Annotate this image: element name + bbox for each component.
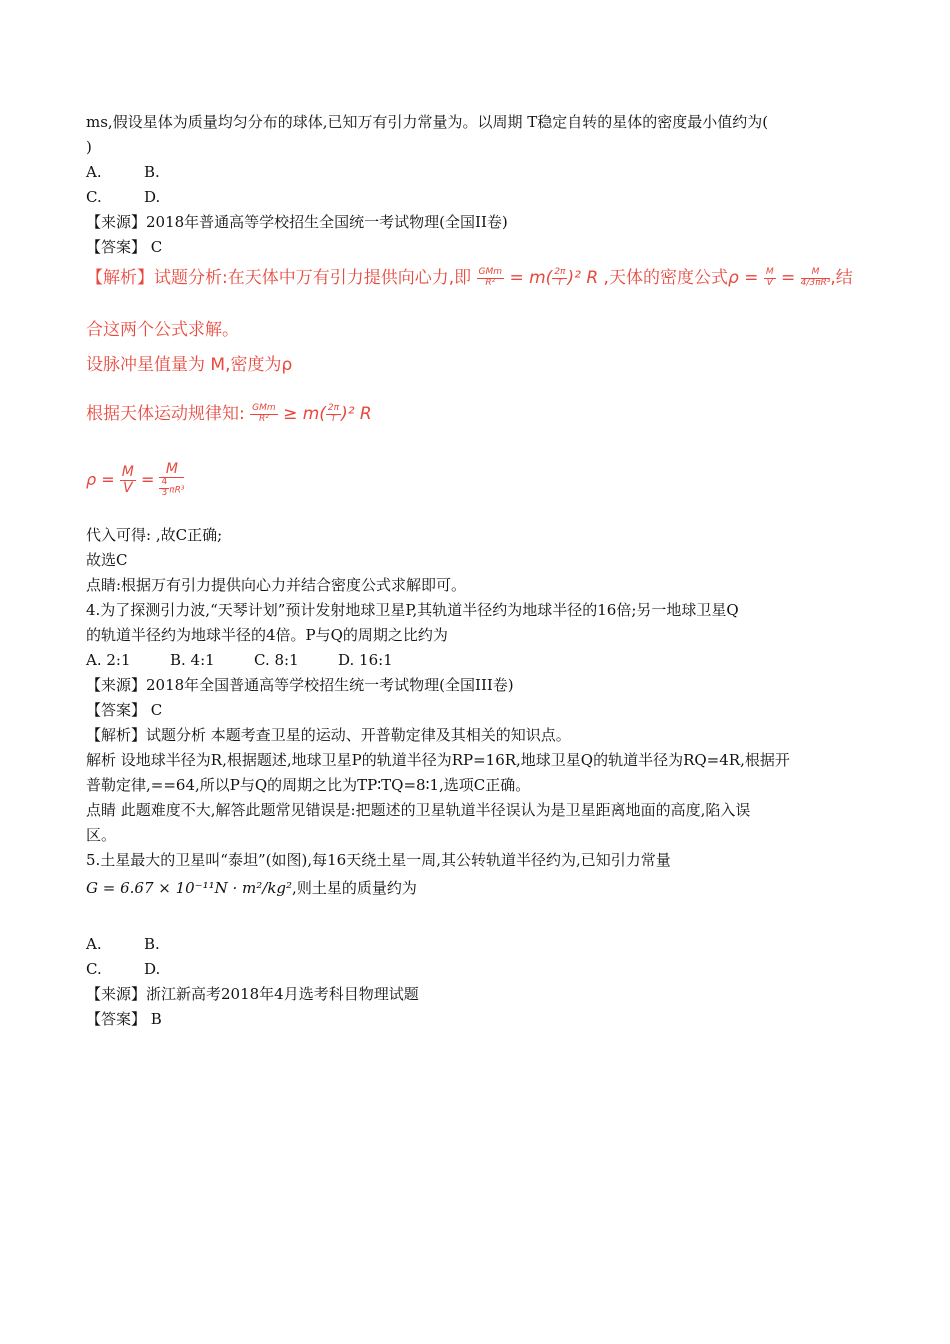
formula-big-rho: ρ = (86, 470, 115, 489)
formula-denominator: V (123, 480, 133, 496)
q4-option-b: B. 4:1 (170, 651, 215, 669)
q3-option-b: B. (144, 163, 160, 181)
q5-option-d: D. (144, 960, 161, 978)
q3-answer: 【答案】 C (86, 238, 163, 256)
formula-gmm-over-r2-law (250, 404, 278, 425)
q4-answer: 【答案】 C (86, 701, 163, 719)
q3-substitute: 代入可得: ,故C正确; (86, 526, 223, 544)
formula-denominator: V (766, 277, 773, 288)
q4-options (86, 650, 393, 670)
q5-stem-line-1: 5.土星最大的卫星叫“泰坦”(如图),每16天绕土星一周,其公转轨道半径约为,已知引力常量 (86, 851, 671, 869)
q4-stem-line-2: 的轨道半径约为地球半径的4倍。P与Q的周期之比约为 (86, 626, 448, 644)
formula-numerator: 4 (161, 477, 168, 488)
red-analysis-text-c: ,结 (830, 268, 853, 288)
formula-denominator: T (557, 277, 563, 288)
q5-option-c: C. (86, 960, 102, 978)
q5-option-a: A. (86, 935, 102, 953)
formula-volume (159, 478, 184, 499)
q4-explain-line-2: 普勒定律,==64,所以P与Q的周期之比为TP∶TQ=8∶1,选项C正确。 (86, 776, 531, 794)
red-analysis-text-b: ,天体的密度公式 (603, 268, 728, 288)
red-law-text: 根据天体运动规律知: (86, 404, 245, 424)
formula-numerator: M (121, 463, 134, 480)
formula-gmm-over-r2 (477, 268, 505, 289)
formula-geq-m: ≥ m( (283, 404, 326, 424)
q4-tip-line-2: 区。 (86, 826, 117, 844)
formula-numerator: M (159, 462, 184, 478)
q5-option-b: B. (144, 935, 160, 953)
q4-source: 【来源】2018年全国普通高等学校招生统一考试物理(全国III卷) (86, 676, 514, 694)
q5-answer: 【答案】 B (86, 1010, 162, 1028)
q4-option-c: C. 8:1 (254, 651, 299, 669)
q3-choose: 故选C (86, 551, 128, 569)
red-set-variables: 设脉冲星值量为 M,密度为ρ (86, 355, 293, 375)
red-analysis-line-2: 合这两个公式求解。 (86, 320, 239, 340)
red-density-formula (86, 458, 184, 502)
formula-sq-r: )² R (567, 268, 599, 288)
formula-rho-eq: ρ = (727, 268, 759, 288)
formula-m-over-v (764, 268, 776, 289)
q5-options-cd (86, 959, 160, 979)
q4-stem-line-1: 4.为了探测引力波,“天琴计划”预计发射地球卫星P,其轨道半径约为地球半径的16倍;另一地球卫星Q (86, 601, 739, 619)
q5-stem-tail: ,则土星的质量约为 (292, 879, 417, 897)
q3-tip: 点睛:根据万有引力提供向心力并结合密度公式求解即可。 (86, 576, 467, 594)
formula-eq: = (780, 268, 796, 288)
formula-numerator: M (765, 266, 774, 277)
formula-denominator: 3 (161, 488, 168, 499)
formula-four-thirds (159, 478, 169, 499)
q4-analysis: 【解析】试题分析 本题考查卫星的运动、开普勒定律及其相关的知识点。 (86, 726, 571, 744)
q3-source: 【来源】2018年普通高等学校招生全国统一考试物理(全国II卷) (86, 213, 508, 231)
q3-options-ab (86, 162, 160, 182)
q3-stem-line-2: ) (86, 138, 92, 156)
formula-denominator: R² (258, 413, 269, 424)
q3-options-cd (86, 187, 160, 207)
red-analysis-text-a: 【解析】试题分析:在天体中万有引力提供向心力,即 (86, 268, 472, 288)
formula-numerator: M (801, 268, 831, 279)
formula-sq-r-law: )² R (341, 404, 372, 424)
q3-option-c: C. (86, 188, 102, 206)
q5-options-ab (86, 934, 160, 954)
formula-denominator: 4/3πR³ (800, 277, 831, 288)
formula-denominator: T (330, 413, 337, 424)
formula-pi-r-cubed: πR³ (169, 485, 185, 496)
q4-option-d: D. 16:1 (338, 651, 393, 669)
q3-option-d: D. (144, 188, 161, 206)
formula-big-m-over-v (120, 465, 136, 497)
formula-2pi-over-t (552, 268, 567, 289)
q3-option-a: A. (86, 163, 102, 181)
formula-denominator: R² (485, 277, 496, 288)
red-law-line (86, 398, 372, 430)
formula-m-over-volume (801, 268, 831, 289)
q4-tip-line-1: 点睛 此题难度不大,解答此题常见错误是:把题述的卫星轨道半径误认为是卫星距离地面的高度,陷入误 (86, 801, 751, 819)
formula-big-m-over-volume (159, 462, 184, 499)
formula-2pi-over-t-law (326, 404, 341, 425)
formula-numerator: 2π (554, 266, 566, 277)
formula-big-eq: = (140, 470, 155, 489)
red-analysis-line-1 (86, 262, 853, 294)
q5-stem-line-2 (86, 878, 417, 898)
q3-stem-line-1: ms,假设星体为质量均匀分布的球体,已知万有引力常量为。以周期 T稳定自转的星体的密度最小值约为( (86, 113, 769, 131)
formula-eq-m: = m( (509, 268, 553, 288)
q5-source: 【来源】浙江新高考2018年4月选考科目物理试题 (86, 985, 419, 1003)
q5-gravity-constant-formula: G = 6.67 × 10⁻¹¹N · m²/kg² (86, 879, 293, 897)
formula-numerator: 2π (327, 402, 340, 413)
q4-option-a: A. 2:1 (86, 651, 131, 669)
q4-explain-line-1: 解析 设地球半径为R,根据题述,地球卫星P的轨道半径为RP=16R,地球卫星Q的轨道半径为RQ=4R,根据开 (86, 751, 790, 769)
formula-numerator: GMm (478, 266, 503, 277)
formula-numerator: GMm (252, 402, 276, 413)
